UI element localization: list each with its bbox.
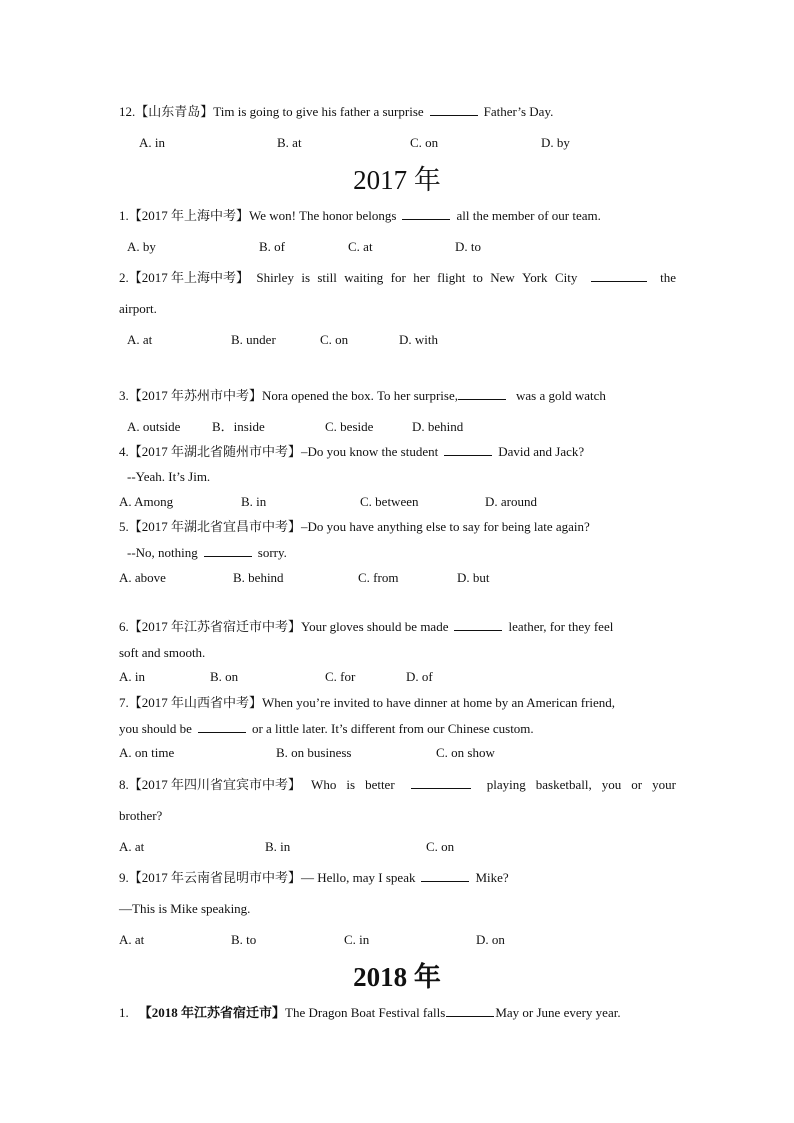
question-source: 【2017 年上海中考】 <box>128 208 250 223</box>
question-8-stem: 8.【2017 年四川省宜宾市中考】 Who is better playing basketball, you or your <box>119 777 676 792</box>
question-9-stem: 9.【2017 年云南省昆明市中考】— Hello, may I speak Mike? <box>119 870 509 885</box>
question-5-stem: 5.【2017 年湖北省宜昌市中考】–Do you have anything else to say for being late again? <box>119 519 590 534</box>
question-1-stem: 1.【2017 年上海中考】We won! The honor belongs all the member of our team. <box>119 208 601 223</box>
option-b: B. on business <box>276 745 352 760</box>
option-a: A. outside <box>127 419 181 434</box>
option-c: C. on show <box>436 745 495 760</box>
answer-blank <box>430 103 478 116</box>
option-a: A. Among <box>119 494 174 509</box>
question-source: 【2017 年云南省昆明市中考】 <box>128 870 302 885</box>
option-c: C. in <box>344 932 370 947</box>
option-d: D. behind <box>412 419 464 434</box>
question-source: 【2017 年四川省宜宾市中考】 <box>128 777 302 792</box>
option-c: C. between <box>360 494 419 509</box>
option-a: A. at <box>119 839 145 854</box>
question-2-stem: 2.【2017 年上海中考】 Shirley is still waiting for her flight to New York City the <box>119 270 676 285</box>
option-b: B. of <box>259 239 285 254</box>
option-c: C. on <box>410 135 439 150</box>
question-source: 【2017 年江苏省宿迁市中考】 <box>128 619 302 634</box>
option-a: A. in <box>139 135 165 150</box>
section-heading-2018: 2018 年 <box>353 962 441 992</box>
question-2-continuation: airport. <box>119 301 157 316</box>
answer-blank <box>204 544 252 557</box>
question-5-reply: --No, nothing sorry. <box>127 545 287 560</box>
question-4-stem: 4.【2017 年湖北省随州市中考】–Do you know the student David and Jack? <box>119 444 585 459</box>
question-6-stem: 6.【2017 年江苏省宿迁市中考】Your gloves should be made leather, for they feel <box>119 619 614 634</box>
option-b: B. behind <box>233 570 284 585</box>
option-a: A. at <box>127 332 153 347</box>
question-6-continuation: soft and smooth. <box>119 645 206 660</box>
question-12-stem: 12.【山东青岛】Tim is going to give his father a surprise Father’s Day. <box>119 104 554 119</box>
option-b: B. in <box>241 494 267 509</box>
question-source: 【2017 年上海中考】 <box>128 270 250 285</box>
option-b: B. at <box>277 135 302 150</box>
option-c: C. for <box>325 669 356 684</box>
answer-blank <box>402 207 450 220</box>
option-d: D. of <box>406 669 433 684</box>
option-c: C. from <box>358 570 399 585</box>
question-source: 【山东青岛】 <box>135 104 214 119</box>
option-d: D. but <box>457 570 490 585</box>
question-source: 【2017 年湖北省宜昌市中考】 <box>128 519 302 534</box>
answer-blank <box>446 1004 494 1017</box>
option-d: D. on <box>476 932 505 947</box>
question-4-reply: --Yeah. It’s Jim. <box>127 469 211 484</box>
option-a: A. by <box>127 239 156 254</box>
option-a: A. in <box>119 669 145 684</box>
answer-blank <box>198 720 246 733</box>
question-2018-1-stem: 1. 【2018 年江苏省宿迁市】The Dragon Boat Festival falls May or June every year. <box>119 1005 621 1020</box>
question-source: 【2017 年湖北省随州市中考】 <box>128 444 302 459</box>
option-d: D. with <box>399 332 438 347</box>
option-c: C. on <box>320 332 349 347</box>
option-a: A. at <box>119 932 145 947</box>
question-source: 【2017 年苏州市中考】 <box>128 388 263 403</box>
question-9-reply: —This is Mike speaking. <box>119 901 251 916</box>
question-7-stem: 7.【2017 年山西省中考】When you’re invited to have dinner at home by an American friend, <box>119 695 616 710</box>
option-b: B. in <box>265 839 291 854</box>
option-b: B. to <box>231 932 257 947</box>
question-source: 【2018 年江苏省宿迁市】 <box>138 1005 286 1020</box>
option-a: A. on time <box>119 745 175 760</box>
question-8-continuation: brother? <box>119 808 163 823</box>
question-7-continuation: you should be or a little later. It’s different from our Chinese custom. <box>119 721 534 736</box>
option-b: B．inside <box>212 419 265 434</box>
answer-blank <box>591 269 647 282</box>
option-d: D. to <box>455 239 481 254</box>
option-d: D. around <box>485 494 537 509</box>
answer-blank <box>421 869 469 882</box>
question-source: 【2017 年山西省中考】 <box>128 695 263 710</box>
section-heading-2017: 2017 年 <box>353 165 441 195</box>
answer-blank <box>411 776 471 789</box>
option-a: A. above <box>119 570 166 585</box>
option-d: D. by <box>541 135 570 150</box>
answer-blank <box>454 618 502 631</box>
option-c: C. beside <box>325 419 374 434</box>
option-c: C. at <box>348 239 373 254</box>
option-b: B. on <box>210 669 239 684</box>
option-b: B. under <box>231 332 276 347</box>
option-c: C. on <box>426 839 455 854</box>
question-3-stem: 3.【2017 年苏州市中考】Nora opened the box. To her surprise, was a gold watch <box>119 388 606 403</box>
answer-blank <box>458 387 506 400</box>
answer-blank <box>444 443 492 456</box>
